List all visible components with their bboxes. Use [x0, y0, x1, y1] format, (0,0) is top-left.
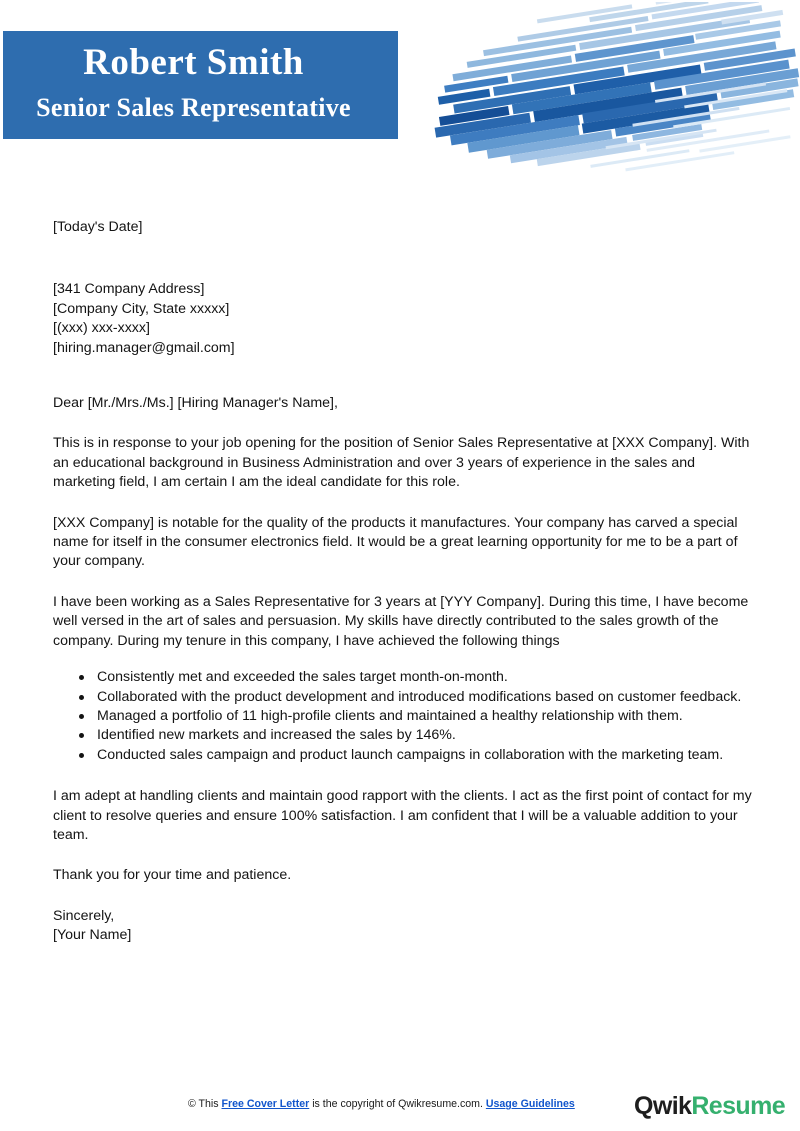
list-item-label: Managed a portfolio of 11 high-profile clients and maintained a healthy relationship with them. [97, 707, 683, 724]
list-item-label: Collaborated with the product development and introduced modifications based on customer feedback. [97, 688, 742, 705]
list-item-label: Conducted sales campaign and product launch campaigns in collaboration with the marketing team. [97, 746, 724, 763]
logo-text-qwik: Qwik [634, 1092, 692, 1120]
recipient-address-block [53, 280, 753, 358]
name-banner [3, 31, 398, 139]
abstract-blue-streaks-graphic [432, 2, 800, 192]
letter-body [53, 218, 753, 946]
salutation: Dear [Mr./Mrs./Ms.] [Hiring Manager's Name], [53, 395, 338, 412]
recipient-address-line: [341 Company Address] [53, 281, 205, 298]
logo-text-resume: Resume [691, 1092, 786, 1120]
signoff-line: Sincerely, [53, 907, 115, 924]
recipient-email-line: [hiring.manager@gmail.com] [53, 339, 235, 356]
list-item [53, 726, 753, 745]
copyright-prefix: © This [188, 1098, 222, 1110]
body-paragraph-2: [XXX Company] is notable for the quality of the products it manufactures. Your company has carved a special name for itself in the consumer electronics field. It would be a great learning opportunity for me to be a part of your company. [53, 514, 738, 570]
date-line: [Today's Date] [53, 219, 143, 235]
candidate-job-title: Senior Sales Representative [36, 93, 351, 122]
closing-paragraph: I am adept at handling clients and maintain good rapport with the clients. I act as the first point of contact for my client to resolve queries and ensure 100% satisfaction. I am confident that I will be a valuable addition to your team. [53, 788, 752, 843]
list-item [53, 746, 753, 765]
list-item [53, 707, 753, 726]
bullet-dot-icon [79, 733, 84, 738]
list-item-label: Identified new markets and increased the sales by 146%. [97, 727, 456, 744]
document-header [0, 0, 800, 200]
list-item-label: Consistently met and exceeded the sales target month-on-month. [97, 669, 508, 686]
list-item [53, 668, 753, 687]
recipient-city-line: [Company City, State xxxxx] [53, 300, 230, 317]
document-footer [0, 1090, 800, 1131]
candidate-name: Robert Smith [83, 42, 304, 83]
bullet-dot-icon [79, 714, 84, 719]
usage-guidelines-link[interactable]: Usage Guidelines [485, 1098, 575, 1110]
copyright-middle: is the copyright of Qwikresume.com. [309, 1098, 486, 1110]
qwikresume-logo[interactable] [634, 1092, 785, 1121]
thank-you-line: Thank you for your time and patience. [53, 867, 292, 884]
free-cover-letter-link[interactable]: Free Cover Letter [221, 1098, 310, 1110]
signature-block [53, 907, 753, 946]
signature-name: [Your Name] [53, 927, 132, 944]
bullet-dot-icon [79, 753, 84, 758]
recipient-phone-line: [(xxx) xxx-xxxx] [53, 320, 150, 337]
achievements-list [53, 668, 753, 765]
bullet-dot-icon [79, 695, 84, 700]
copyright-notice [188, 1097, 575, 1111]
list-item [53, 688, 753, 707]
bullet-dot-icon [79, 675, 84, 680]
body-paragraph-3: I have been working as a Sales Representative for 3 years at [YYY Company]. During this time, I have become well versed in the art of sales and persuasion. My skills have directly contributed to the sales growth of the company. During my tenure in this company, I have achieved the following things [53, 593, 749, 649]
body-paragraph-1: This is in response to your job opening for the position of Senior Sales Representative at [XXX Company]. With an educational background in Business Administration and over 3 years of experience in the sales and marketing field, I am certain I am the ideal candidate for this role. [53, 435, 750, 491]
